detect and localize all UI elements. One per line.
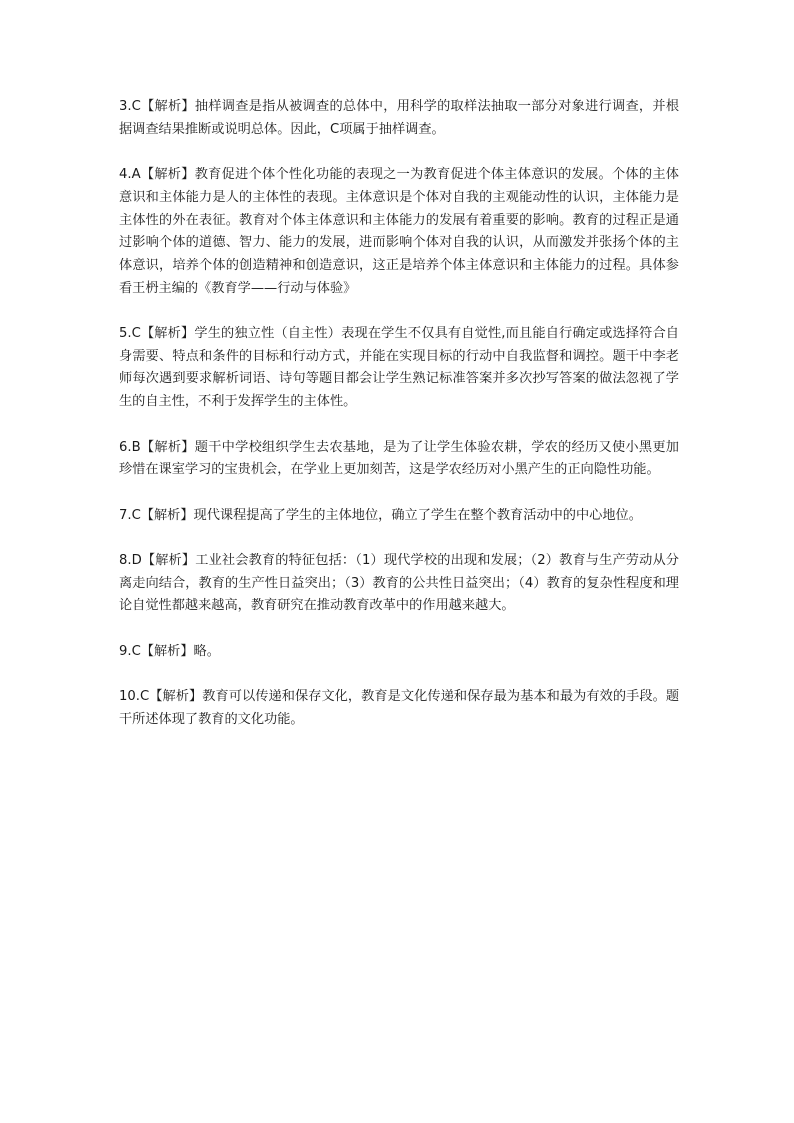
answer-label: 4.A【解析】 (119, 167, 195, 183)
answer-text: 抽样调查是指从被调查的总体中，用科学的取样法抽取一部分对象进行调查，并根据调查结果推断或说明总体。因此，C项属于抽样调查。 (119, 99, 680, 137)
answer-list (119, 96, 679, 754)
answer-item-7 (119, 505, 679, 528)
answer-label: 9.C【解析】 (119, 643, 194, 659)
answer-item-8 (119, 550, 679, 618)
answer-label: 10.C【解析】 (119, 689, 203, 705)
answer-item-3 (119, 96, 679, 141)
answer-label: 5.C【解析】 (119, 326, 195, 341)
answer-text: 教育促进个体个性化功能的表现之一为教育促进个体主体意识的发展。个体的主体意识和主体能力是人的主体性的表现。主体意识是个体对自我的主观能动性的认识，主体能力是主体性的外在表征。教育对个体主体意识和主体能力的发展有着重要的影响。教育的过程正是通过影响个体的道德、智力、能力的发展，进而影响个体对自我的认识，从而激发并张扬个体的主体意识，培养个体的创造精神和创造意识，这正是培养个体主体意识和主体能力的过程。具体参看王枬主编的《教育学——行动与体验》 (119, 167, 679, 296)
answer-label: 8.D【解析】 (119, 552, 196, 568)
answer-text: 题干中学校组织学生去农基地，是为了让学生体验农耕，学农的经历又使小黑更加珍惜在课室学习的宝贵机会，在学业上更加刻苦，这是学农经历对小黑产生的正向隐性功能。 (119, 439, 679, 478)
answer-item-5 (119, 323, 679, 414)
answer-item-9 (119, 641, 679, 664)
answer-item-4 (119, 164, 679, 300)
answer-label: 3.C【解析】 (119, 99, 195, 114)
answer-item-10 (119, 686, 679, 731)
answer-label: 6.B【解析】 (119, 439, 195, 455)
answer-text: 现代课程提高了学生的主体地位，确立了学生在整个教育活动中的中心地位。 (193, 507, 642, 523)
answer-text: 略。 (193, 643, 220, 659)
answer-label: 7.C【解析】 (119, 507, 194, 523)
answer-item-6 (119, 437, 679, 482)
answer-text: 工业社会教育的特征包括：（1）现代学校的出现和发展；（2）教育与生产劳动从分离走向结合，教育的生产性日益突出；（3）教育的公共性日益突出；（4）教育的复杂性程度和理论自觉性都越来越高，教育研究在推动教育改革中的作用越来越大。 (119, 552, 679, 614)
answer-text: 教育可以传递和保存文化，教育是文化传递和保存最为基本和最为有效的手段。题干所述体现了教育的文化功能。 (119, 689, 680, 727)
answer-text: 学生的独立性（自主性）表现在学生不仅具有自觉性,而且能自行确定或选择符合自身需要、特点和条件的目标和行动方式，并能在实现目标的行动中自我监督和调控。题干中李老师每次遇到要求解析词语、诗句等题目都会让学生熟记标准答案并多次抄写答案的做法忽视了学生的自主性，不利于发挥学生的主体性。 (119, 326, 679, 410)
